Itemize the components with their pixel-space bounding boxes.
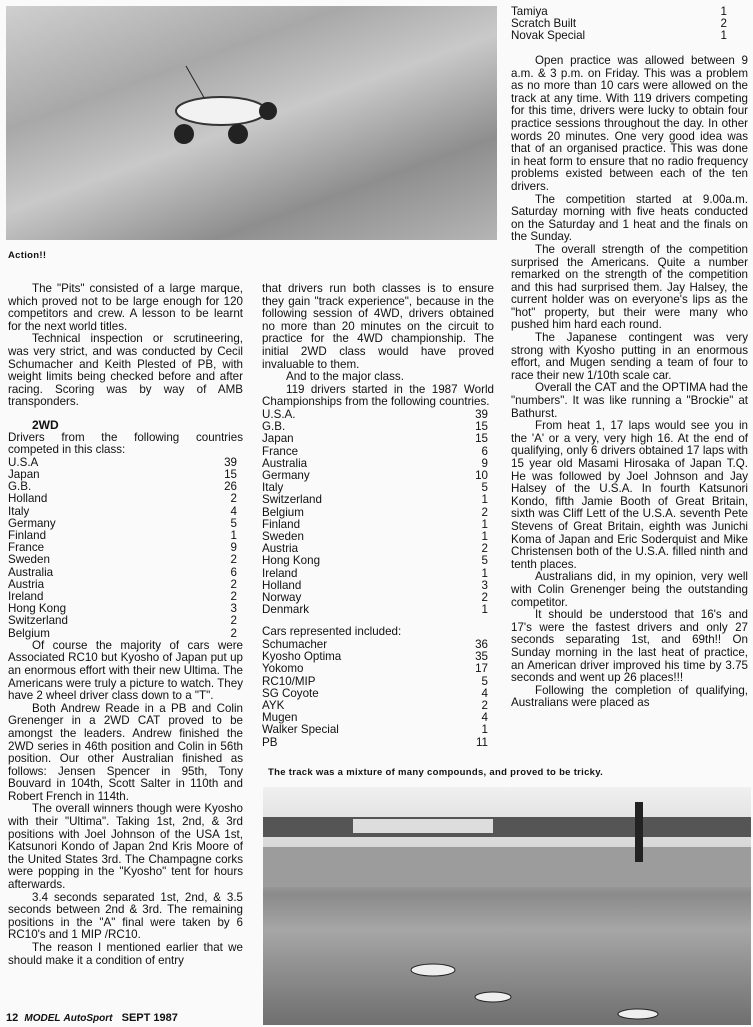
count: 2	[230, 614, 237, 628]
table-row	[262, 446, 494, 458]
country: Germany	[8, 516, 56, 530]
list-name: Novak Special	[511, 29, 586, 43]
count: 1	[481, 566, 488, 580]
buggy-photo-graphic	[6, 6, 497, 240]
count: 1	[230, 528, 237, 542]
paragraph: Overall the CAT and the OPTIMA had the "numbers". It was like running a "Brockie" at Bathurst.	[511, 381, 748, 420]
photo-caption-track: The track was a mixture of many compounds, and proved to be tricky.	[268, 767, 604, 778]
table-row	[8, 457, 243, 469]
country: Hong Kong	[8, 602, 67, 616]
country: Holland	[8, 492, 48, 506]
count: 10	[475, 468, 488, 482]
car: Mugen	[262, 711, 298, 725]
table-row	[262, 433, 494, 445]
table-row	[262, 568, 494, 580]
paragraph: 119 drivers started in the 1987 World Championships from the following countries.	[262, 382, 494, 409]
count: 4	[481, 711, 488, 725]
list-name: Tamiya	[511, 5, 548, 18]
photo-caption-action: Action!!	[8, 250, 47, 261]
count: 2	[230, 626, 237, 640]
paragraph: The Japanese contingent was very strong with Kyosho putting in an enormous effort, and Mugen sending a team of four to race their new 1/10th scale car.	[511, 331, 748, 382]
paragraph: Following the completion of qualifying, Australians were placed as	[511, 683, 748, 710]
country: Italy	[8, 504, 30, 518]
paragraph: It should be understood that 16's and 17's were the fastest drivers and only 27 seconds separating 1st, and 69th!! On Sunday morning in the last heat of practice, an American driver improved his time by 3.75 seconds and went up 26 places!!!	[511, 608, 748, 685]
country: Australia	[8, 565, 54, 579]
count: 5	[481, 481, 488, 495]
count: 9	[230, 541, 237, 555]
count: 4	[230, 504, 237, 518]
country: Austria	[262, 542, 299, 556]
table-row	[8, 567, 243, 579]
country: Denmark	[262, 603, 310, 617]
issue-date: SEPT 1987	[121, 1012, 178, 1024]
country: Belgium	[8, 626, 50, 640]
table-row	[262, 470, 494, 482]
magazine-name-top: MODEL	[24, 1013, 61, 1024]
list-count: 2	[720, 17, 727, 31]
track-photo	[263, 787, 751, 1025]
country: Japan	[8, 467, 40, 481]
country: Sweden	[262, 529, 304, 543]
country: Austria	[8, 577, 45, 591]
paragraph: Australians did, in my opinion, very well with Colin Grenenger being the outstanding competitor.	[511, 570, 748, 609]
country: Finland	[262, 517, 301, 531]
cars-intro: Cars represented included:	[262, 625, 402, 639]
table-row	[262, 688, 494, 700]
count: 1	[481, 603, 488, 617]
table-row	[262, 676, 494, 688]
table-row	[262, 737, 494, 749]
paragraph: 3.4 seconds separated 1st, 2nd, & 3.5 seconds between 2nd & 3rd. The remaining positions in the "A" final were taken by 6 RC10's and 1 MIP /RC10.	[8, 890, 243, 942]
count: 36	[475, 637, 488, 651]
count: 6	[230, 565, 237, 579]
country: U.S.A.	[262, 407, 296, 421]
table-row	[8, 628, 243, 640]
car: Yokomo	[262, 662, 304, 676]
table-row	[8, 469, 243, 481]
count: 5	[481, 674, 488, 688]
count: 2	[230, 553, 237, 567]
paragraph: Open practice was allowed between 9 a.m. & 3 p.m. on Friday. This was a problem as no more than 10 cars were allowed on the track at any time. With 119 drivers competing for this time, drivers were lucky to obtain four practice sessions throughout the day. In other words 20 minutes. One very good idea was that of an organised practice. This was done in heat form to ensure that no radio frequency problems existed between each of the ten drivers.	[511, 54, 748, 193]
count: 1	[481, 723, 488, 737]
country: Norway	[262, 590, 302, 604]
count: 2	[230, 492, 237, 506]
country: Switzerland	[8, 614, 68, 628]
table-row	[8, 554, 243, 566]
cars-table	[262, 639, 494, 749]
paragraph: From heat 1, 17 laps would see you in the 'A' or a very, very high 16. At the end of qualifying, only 6 drivers obtained 17 laps with 15 year old Masami Hirosaka of Japan T.Q. He was followed by Joel Johnson and Jay Halsey of the U.S.A. In fourth Katsunori Kondo, fifth Jamie Booth of Great Britain, sixth was Cliff Lett of the U.S.A. seventh Pete Stevens of Great Britain, eighth was Junichi Koma of Japan and Eric Soderquist and Mike Christensen both of the U.S.A. filled ninth and tenth places.	[511, 419, 748, 571]
paragraph: The overall strength of the competition surprised the Americans. Quite a number remarked on the strength of the competition and this had surprised them. Jay Halsey, the current holder was on everyone's lips as the "hot" property, but their were many who pushed him hard each round.	[511, 242, 748, 332]
count: 6	[481, 444, 488, 458]
count: 3	[481, 578, 488, 592]
car: Walker Special	[262, 723, 339, 737]
country: Japan	[262, 432, 294, 446]
paragraph: And to the major class.	[286, 370, 404, 384]
column-1	[8, 283, 243, 967]
count: 5	[481, 554, 488, 568]
car: AYK	[262, 699, 285, 712]
count: 3	[230, 602, 237, 616]
country: Holland	[262, 578, 302, 592]
paragraph: Of course the majority of cars were Associated RC10 but Kyosho of Japan put up an enormous effort with their new Ultima. The Americans were truly a picture to watch. They have 2 wheel driver class down to a "T".	[8, 638, 243, 703]
list-row	[511, 30, 733, 42]
action-photo	[6, 6, 497, 240]
count: 1	[481, 529, 488, 543]
country: France	[262, 444, 299, 458]
top-right-list	[511, 6, 733, 43]
car: Kyosho Optima	[262, 650, 342, 664]
count: 2	[230, 589, 237, 603]
count: 2	[481, 699, 488, 712]
countries-4wd-table	[262, 409, 494, 616]
count: 2	[230, 577, 237, 591]
table-row	[262, 724, 494, 736]
car: RC10/MIP	[262, 674, 316, 688]
magazine-name: AutoSport	[63, 1013, 113, 1024]
country: Sweden	[8, 553, 50, 567]
count: 2	[481, 542, 488, 556]
country: Ireland	[8, 589, 44, 603]
count: 15	[224, 467, 237, 481]
count: 1	[481, 517, 488, 531]
country: Italy	[262, 481, 284, 495]
count: 39	[475, 407, 488, 421]
list-name: Scratch Built	[511, 17, 577, 31]
count: 4	[481, 686, 488, 700]
count: 15	[475, 432, 488, 446]
page-number: 12	[6, 1012, 19, 1024]
paragraph: Both Andrew Reade in a PB and Colin Grenenger in a 2WD CAT proved to be amongst the leaders. Andrew finished the 2WD series in 46th position and Colin in 56th position. Our other Australian finished as follows: Jensen Spencer in 95th, Tony Bouvard in 104th, Scott Salter in 110th and Robert French in 114th.	[8, 701, 243, 803]
car: Schumacher	[262, 637, 328, 651]
country: U.S.A	[8, 455, 39, 469]
countries-intro: Drivers from the following countries competed in this class:	[8, 430, 243, 457]
table-row	[8, 615, 243, 627]
count: 2	[481, 505, 488, 519]
count: 9	[481, 456, 488, 470]
paragraph: The competition started at 9.00a.m. Saturday morning with five heats conducted on the Saturday and 1 heat and the finals on the Sunday.	[511, 192, 748, 244]
country: Germany	[262, 468, 310, 482]
country: Australia	[262, 456, 308, 470]
country: Ireland	[262, 566, 298, 580]
country: Finland	[8, 528, 47, 542]
countries-2wd-table	[8, 457, 243, 640]
count: 35	[475, 650, 488, 664]
table-row	[262, 507, 494, 519]
count: 2	[481, 590, 488, 604]
car: PB	[262, 735, 278, 749]
column-3	[511, 55, 748, 710]
country: France	[8, 541, 45, 555]
track-photo-graphic	[263, 787, 751, 1025]
list-count: 1	[720, 29, 727, 43]
paragraph: The overall winners though were Kyosho with their "Ultima". Taking 1st, 2nd, & 3rd positions with Joel Johnson of the USA 1st, Katsunori Kondo of Japan 2nd Kris Moore of the United States 3rd. The Champagne corks were popping in the "Kyosho" tent for hours afterwards.	[8, 802, 243, 892]
list-count: 1	[720, 5, 727, 18]
count: 26	[224, 480, 237, 494]
count: 11	[475, 735, 488, 749]
count: 1	[481, 493, 488, 507]
table-row	[262, 421, 494, 433]
count: 15	[475, 420, 488, 434]
count: 39	[224, 455, 237, 469]
country: G.B.	[8, 480, 32, 494]
count: 5	[230, 516, 237, 530]
table-row	[262, 555, 494, 567]
paragraph: that drivers run both classes is to ensure they gain "track experience", because in the following session of 4WD, drivers obtained no more than 20 minutes on the circuit to practice for the 4WD championship. The initial 2WD class would have proved invaluable to them.	[262, 282, 494, 371]
country: Belgium	[262, 505, 304, 519]
page-footer	[6, 1012, 178, 1024]
column-2	[262, 283, 494, 749]
table-row	[262, 663, 494, 675]
paragraph: The reason I mentioned earlier that we should make it a condition of entry	[8, 941, 243, 967]
country: Hong Kong	[262, 554, 321, 568]
paragraph: Technical inspection or scrutineering, was very strict, and was conducted by Cecil Schumacher and Keith Plested of PB, with weight limits being checked before and after racing. Scoring was by way of AMB transponders.	[8, 332, 243, 409]
table-row	[262, 494, 494, 506]
table-row	[8, 579, 243, 591]
table-row	[8, 506, 243, 518]
car: SG Coyote	[262, 686, 319, 700]
country: G.B.	[262, 420, 286, 434]
section-heading-2wd: 2WD	[32, 417, 59, 432]
count: 17	[475, 662, 488, 676]
paragraph: The "Pits" consisted of a large marque, which proved not to be large enough for 120 competitors and crew. A lesson to be learnt for the next world titles.	[8, 282, 243, 333]
table-row	[262, 409, 494, 421]
table-row	[8, 493, 243, 505]
table-row	[262, 604, 494, 616]
country: Switzerland	[262, 493, 322, 507]
